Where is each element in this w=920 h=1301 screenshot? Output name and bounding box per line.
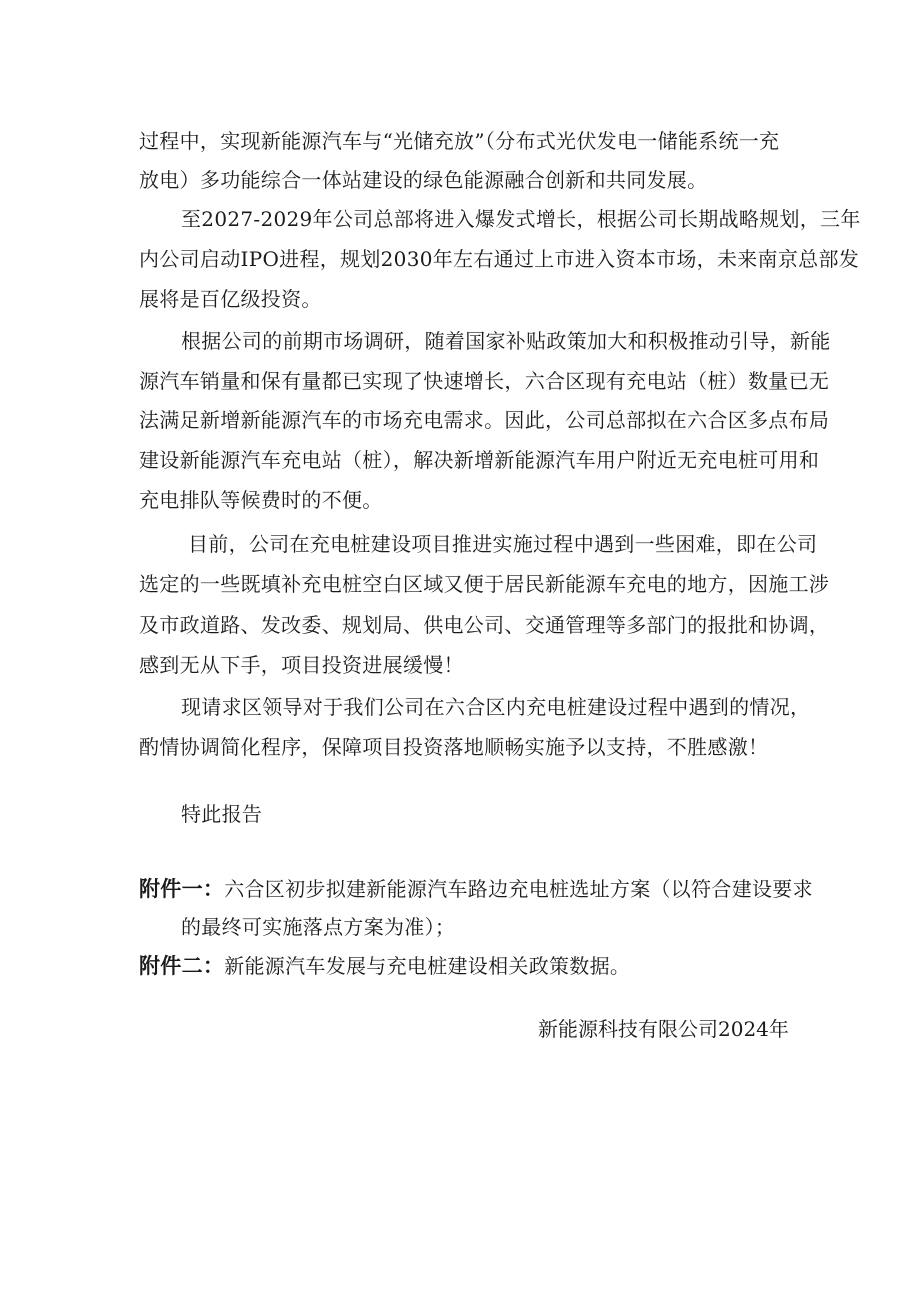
- attachment-1-line-1: 六合区初步拟建新能源汽车路边充电桩选址方案（以符合建设要求: [224, 877, 813, 901]
- paragraph-2-line-2: 内公司启动IPO进程，规划2030年左右通过上市进入资本市场，未来南京总部发: [139, 247, 860, 271]
- signature: 新能源科技有限公司2024年: [538, 1017, 789, 1041]
- paragraph-3-line-2: 源汽车销量和保有量都已实现了快速增长，六合区现有充电站（桩）数量已无: [139, 369, 830, 393]
- paragraph-1-line-1: 过程中，实现新能源汽车与“光储充放”（分布式光伏发电一储能系统一充: [139, 129, 780, 153]
- paragraph-5-line-1: 现请求区领导对于我们公司在六合区内充电桩建设过程中遇到的情况，: [181, 695, 811, 719]
- attachment-1: [139, 876, 813, 902]
- paragraph-2-line-1: 至2027-2029年公司总部将进入爆发式增长，根据公司长期战略规划，三年: [181, 207, 861, 231]
- paragraph-3-line-1: 根据公司的前期市场调研，随着国家补贴政策加大和积极推动引导，新能: [181, 329, 831, 353]
- paragraph-1-line-2: 放电）多功能综合一体站建设的绿色能源融合创新和共同发展。: [139, 168, 708, 192]
- attachment-2-label: 附件二：: [139, 954, 225, 978]
- attachment-1-label: 附件一：: [139, 877, 225, 901]
- paragraph-3-line-3: 法满足新增新能源汽车的市场充电需求。因此，公司总部拟在六合区多点布局: [139, 408, 830, 432]
- paragraph-4-line-3: 及市政道路、发改委、规划局、供电公司、交通管理等多部门的报批和协调，: [139, 613, 830, 637]
- attachment-1-line-2: 的最终可实施落点方案为准）；: [181, 915, 456, 939]
- closing-text: 特此报告: [181, 802, 263, 826]
- attachment-2: [139, 953, 630, 979]
- paragraph-4-line-2: 选定的一些既填补充电桩空白区域又便于居民新能源车充电的地方，因施工涉: [139, 572, 830, 596]
- paragraph-3-line-4: 建设新能源汽车充电站（桩），解决新增新能源汽车用户附近无充电桩可用和: [139, 448, 820, 472]
- paragraph-3-line-5: 充电排队等候费时的不便。: [139, 488, 383, 512]
- paragraph-4-line-1: 目前，公司在充电桩建设项目推进实施过程中遇到一些困难，即在公司: [188, 532, 818, 556]
- paragraph-5-line-2: 酌情协调简化程序，保障项目投资落地顺畅实施予以支持，不胜感激！: [139, 735, 769, 759]
- paragraph-2-line-3: 展将是百亿级投资。: [139, 287, 322, 311]
- attachment-2-line-1: 新能源汽车发展与充电桩建设相关政策数据。: [224, 954, 631, 978]
- paragraph-4-line-4: 感到无从下手，项目投资进展缓慢！: [139, 653, 464, 677]
